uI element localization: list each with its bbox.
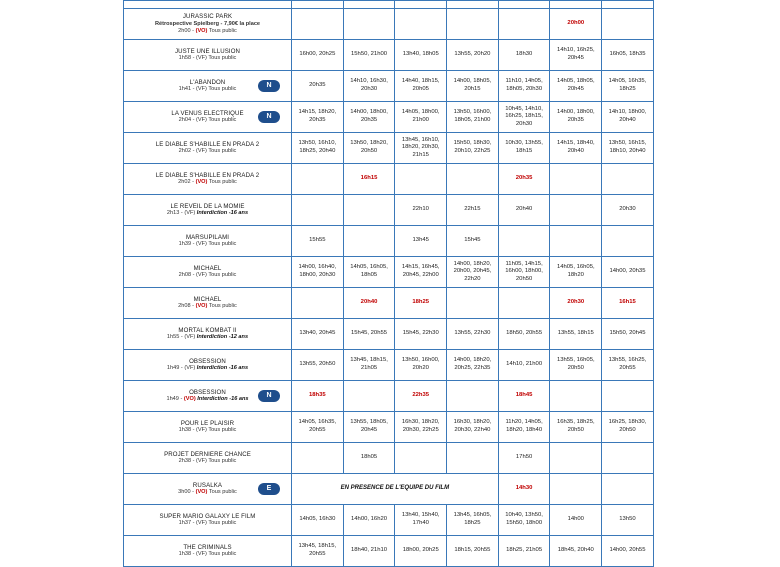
film-audience: Tous public	[206, 148, 237, 155]
showtime-cell	[550, 226, 602, 257]
showtime-cell: 14h05, 16h05, 18h20	[550, 257, 602, 288]
film-version: (VF)	[196, 55, 207, 62]
film-meta	[128, 272, 287, 279]
film-title: SUPER MARIO GALAXY LE FILM	[159, 512, 256, 520]
showtime-cell: 13h55, 20h50	[292, 350, 344, 381]
film-version: (VO)	[195, 489, 208, 496]
film-meta	[128, 520, 287, 527]
showtime-cell: 18h15, 20h55	[447, 536, 499, 567]
showtime-cell	[395, 443, 447, 474]
showtime-cell: 14h40, 18h15, 20h05	[395, 71, 447, 102]
showtime-cell: 18h05	[343, 443, 395, 474]
film-audience: Interdiction -16 ans	[195, 365, 249, 372]
film-duration: 2h08 -	[178, 272, 197, 279]
showtimes-table	[123, 0, 654, 567]
showtime-cell	[292, 195, 344, 226]
film-version: (VF)	[196, 427, 207, 434]
showtime-cell: 10h40, 13h50, 15h50, 18h00	[498, 505, 550, 536]
showtime-cell: 18h30	[498, 40, 550, 71]
film-cell	[124, 102, 292, 133]
showtime-cell	[602, 443, 654, 474]
showtime-cell	[343, 381, 395, 412]
showtime-cell: 16h35, 18h25, 20h50	[550, 412, 602, 443]
film-title: LA VENUS ELECTRIQUE	[171, 109, 244, 117]
showtime-cell: 16h00, 20h25	[292, 40, 344, 71]
showtime-cell: 14h00, 18h05, 20h15	[447, 71, 499, 102]
table-row	[124, 350, 654, 381]
table-row	[124, 71, 654, 102]
film-version: (VF)	[184, 334, 196, 341]
showtime-cell: 13h50	[602, 505, 654, 536]
film-cell	[124, 40, 292, 71]
showtime-cell: 13h50, 16h00, 20h20	[395, 350, 447, 381]
showtime-cell: 11h10, 14h05, 18h05, 20h30	[498, 71, 550, 102]
showtime-cell: 14h00, 18h00, 20h35	[550, 102, 602, 133]
film-title: MARSUPILAMI	[185, 233, 230, 241]
showtime-cell: 14h05, 16h35, 20h55	[292, 412, 344, 443]
film-audience: Tous public	[206, 551, 237, 558]
film-meta	[128, 148, 287, 155]
film-title: OBSESSION	[189, 388, 226, 396]
showtime-cell: 16h25, 18h30, 20h50	[602, 412, 654, 443]
film-title: THE CRIMINALS	[183, 543, 232, 551]
showtime-cell	[498, 9, 550, 40]
film-meta	[128, 210, 287, 217]
showtime-cell: 14h05, 16h30	[292, 505, 344, 536]
film-version: (VF)	[196, 520, 207, 527]
showtime-cell: 16h05, 18h35	[602, 40, 654, 71]
film-meta	[128, 55, 287, 62]
showtime-cell	[550, 164, 602, 195]
schedule-sheet	[123, 0, 653, 567]
showtime-cell: 14h10, 16h25, 20h45	[550, 40, 602, 71]
showtime-cell: 14h00, 16h40, 18h00, 20h30	[292, 257, 344, 288]
film-cell	[124, 164, 292, 195]
film-badge: N	[258, 111, 280, 123]
film-cell	[124, 257, 292, 288]
showtime-cell: 13h55, 18h15	[550, 319, 602, 350]
film-duration: 2h02 -	[178, 148, 197, 155]
film-cell	[124, 536, 292, 567]
showtime-cell: 16h30, 18h20, 20h30, 22h40	[447, 412, 499, 443]
film-badge: E	[258, 483, 280, 495]
showtime-cell: 15h45, 20h55	[343, 319, 395, 350]
film-audience: Tous public	[207, 489, 237, 496]
film-version: (VO)	[195, 179, 208, 186]
table-row	[124, 102, 654, 133]
showtime-cell: 15h45	[447, 226, 499, 257]
showtime-cell: 22h35	[395, 381, 447, 412]
showtime-cell: 20h40	[343, 288, 395, 319]
showtime-cell: 18h45, 20h40	[550, 536, 602, 567]
showtime-cell: 14h05, 16h05, 18h05	[343, 257, 395, 288]
film-meta	[128, 179, 287, 186]
film-version: (VF)	[196, 241, 207, 248]
film-duration: 1h55 -	[166, 334, 185, 341]
showtime-cell	[292, 9, 344, 40]
film-title: MORTAL KOMBAT II	[178, 326, 237, 334]
film-audience: Tous public	[207, 179, 237, 186]
showtime-cell: 15h50, 20h45	[602, 319, 654, 350]
showtime-cell	[602, 164, 654, 195]
showtime-cell: 20h30	[602, 195, 654, 226]
film-duration: 2h02 -	[178, 179, 196, 186]
film-meta	[128, 551, 287, 558]
film-version: (VF)	[196, 117, 207, 124]
film-cell	[124, 195, 292, 226]
event-note: EN PRESENCE DE L'EQUIPE DU FILM	[292, 474, 499, 505]
film-title: L'ABANDON	[189, 78, 226, 86]
film-meta	[128, 427, 287, 434]
table-row	[124, 9, 654, 40]
table-row	[124, 164, 654, 195]
film-meta	[128, 458, 287, 465]
showtime-cell: 14h00, 18h20, 20h00, 20h45, 22h20	[447, 257, 499, 288]
film-cell	[124, 381, 292, 412]
showtime-cell	[447, 288, 499, 319]
showtime-cell	[343, 195, 395, 226]
film-title: OBSESSION	[189, 357, 226, 365]
showtime-cell: 14h05, 16h35, 18h25	[602, 71, 654, 102]
film-cell	[124, 226, 292, 257]
film-audience: Tous public	[206, 520, 237, 527]
film-cell	[124, 350, 292, 381]
film-audience: Tous public	[207, 303, 237, 310]
film-duration: 1h39 -	[178, 241, 197, 248]
showtime-cell: 18h35	[292, 381, 344, 412]
film-title: MICHAEL	[193, 264, 222, 272]
showtime-cell	[550, 474, 602, 505]
showtime-cell: 14h30	[498, 474, 550, 505]
showtime-cell	[343, 226, 395, 257]
film-title: PROJET DERNIERE CHANCE	[164, 450, 251, 458]
film-duration: 3h00 -	[178, 489, 196, 496]
film-duration: 1h49 -	[166, 396, 184, 403]
film-badge: N	[258, 390, 280, 402]
showtime-cell	[550, 443, 602, 474]
film-version: (VO)	[195, 27, 208, 34]
film-audience: Interdiction -16 ans	[195, 396, 249, 403]
film-duration: 2h08 -	[178, 303, 196, 310]
showtime-cell: 13h50, 16h10, 18h25, 20h40	[292, 133, 344, 164]
film-title: JUSTE UNE ILLUSION	[174, 47, 241, 55]
film-title: LE DIABLE S'HABILLE EN PRADA 2	[155, 140, 260, 148]
film-version: (VO)	[183, 396, 196, 403]
film-audience: Tous public	[206, 427, 237, 434]
table-row	[124, 381, 654, 412]
film-version: (VF)	[196, 458, 207, 465]
film-badge: N	[258, 80, 280, 92]
showtime-cell: 13h50, 16h00, 18h05, 21h00	[447, 102, 499, 133]
film-meta	[128, 303, 287, 310]
film-duration: 2h38 -	[178, 458, 197, 465]
showtime-cell: 13h40, 20h45	[292, 319, 344, 350]
showtime-cell: 13h40, 18h05	[395, 40, 447, 71]
film-duration: 1h49 -	[166, 365, 185, 372]
showtime-cell	[550, 195, 602, 226]
showtime-cell: 18h25, 21h05	[498, 536, 550, 567]
showtime-cell: 13h55, 16h25, 20h55	[602, 350, 654, 381]
showtime-cell: 14h00, 18h20, 20h25, 22h35	[447, 350, 499, 381]
film-duration: 1h38 -	[178, 427, 197, 434]
showtime-cell	[395, 164, 447, 195]
film-cell	[124, 133, 292, 164]
table-row	[124, 257, 654, 288]
showtimes-body	[124, 1, 654, 567]
showtime-cell: 17h50	[498, 443, 550, 474]
showtime-cell: 14h10, 21h00	[498, 350, 550, 381]
showtime-cell: 15h50, 18h30, 20h10, 22h25	[447, 133, 499, 164]
showtime-cell: 13h50, 16h15, 18h10, 20h40	[602, 133, 654, 164]
film-version: (VO)	[195, 303, 208, 310]
table-row	[124, 195, 654, 226]
showtime-cell: 20h30	[550, 288, 602, 319]
film-cell	[124, 412, 292, 443]
film-meta	[128, 28, 287, 35]
film-cell	[124, 443, 292, 474]
film-cell	[124, 288, 292, 319]
showtime-cell: 13h45, 18h15, 20h55	[292, 536, 344, 567]
film-audience: Tous public	[206, 117, 237, 124]
showtime-cell	[550, 381, 602, 412]
showtime-cell: 16h15	[343, 164, 395, 195]
film-version: (VF)	[184, 365, 196, 372]
film-title: POUR LE PLAISIR	[180, 419, 235, 427]
showtime-cell	[292, 288, 344, 319]
film-duration: 1h41 -	[178, 86, 197, 93]
showtime-cell	[292, 443, 344, 474]
table-row	[124, 226, 654, 257]
film-audience: Tous public	[206, 458, 237, 465]
film-duration: 1h58 -	[178, 55, 197, 62]
film-subtitle: Rétrospective Spielberg - 7,90€ la place	[154, 20, 261, 27]
film-audience: Tous public	[207, 27, 237, 34]
showtime-cell: 10h45, 14h10, 16h25, 18h15, 20h30	[498, 102, 550, 133]
film-audience: Interdiction -16 ans	[195, 210, 249, 217]
film-title: LE REVEIL DE LA MOMIE	[170, 202, 245, 210]
film-meta	[128, 334, 287, 341]
showtime-cell: 14h00	[550, 505, 602, 536]
showtime-cell: 14h15, 16h45, 20h45, 22h00	[395, 257, 447, 288]
showtime-cell: 22h10	[395, 195, 447, 226]
showtime-cell: 20h40	[498, 195, 550, 226]
showtime-cell: 13h40, 15h40, 17h40	[395, 505, 447, 536]
film-duration: 2h04 -	[178, 117, 197, 124]
showtime-cell: 22h15	[447, 195, 499, 226]
film-meta	[128, 241, 287, 248]
showtime-cell: 14h00, 20h35	[602, 257, 654, 288]
showtime-cell	[447, 443, 499, 474]
showtime-cell: 20h35	[292, 71, 344, 102]
film-cell	[124, 9, 292, 40]
film-cell	[124, 474, 292, 505]
film-title: RUSALKA	[192, 481, 223, 489]
showtime-cell: 13h45, 16h05, 18h25	[447, 505, 499, 536]
showtime-cell	[602, 226, 654, 257]
film-audience: Tous public	[206, 241, 237, 248]
showtime-cell: 14h00, 20h55	[602, 536, 654, 567]
showtime-cell	[292, 164, 344, 195]
showtime-cell	[602, 474, 654, 505]
film-duration: 2h13 -	[166, 210, 185, 217]
table-row-cut	[124, 1, 654, 9]
film-cell	[124, 319, 292, 350]
showtime-cell: 14h00, 16h20	[343, 505, 395, 536]
showtime-cell	[447, 381, 499, 412]
showtime-cell: 18h40, 21h10	[343, 536, 395, 567]
showtime-cell: 11h05, 14h15, 16h00, 18h00, 20h50	[498, 257, 550, 288]
showtime-cell: 13h55, 16h05, 20h50	[550, 350, 602, 381]
showtime-cell: 10h30, 13h55, 18h15	[498, 133, 550, 164]
showtime-cell: 16h30, 18h20, 20h30, 22h25	[395, 412, 447, 443]
showtime-cell	[602, 381, 654, 412]
showtime-cell: 11h20, 14h05, 18h20, 18h40	[498, 412, 550, 443]
showtime-cell: 14h15, 18h20, 20h35	[292, 102, 344, 133]
showtime-cell: 13h55, 18h05, 20h45	[343, 412, 395, 443]
showtime-cell: 14h10, 18h00, 20h40	[602, 102, 654, 133]
table-row	[124, 412, 654, 443]
showtime-cell: 18h50, 20h55	[498, 319, 550, 350]
table-row	[124, 536, 654, 567]
showtime-cell: 13h55, 20h20	[447, 40, 499, 71]
showtime-cell	[395, 9, 447, 40]
showtime-cell: 16h15	[602, 288, 654, 319]
showtime-cell	[447, 164, 499, 195]
showtime-cell: 15h50, 21h00	[343, 40, 395, 71]
showtime-cell	[447, 9, 499, 40]
table-row	[124, 319, 654, 350]
showtime-cell: 15h45, 22h30	[395, 319, 447, 350]
film-cell	[124, 505, 292, 536]
showtime-cell: 14h00, 18h00, 20h35	[343, 102, 395, 133]
film-audience: Tous public	[206, 55, 237, 62]
showtime-cell	[498, 226, 550, 257]
film-version: (VF)	[184, 210, 196, 217]
film-meta	[128, 365, 287, 372]
showtime-cell: 18h45	[498, 381, 550, 412]
table-row	[124, 505, 654, 536]
table-row	[124, 133, 654, 164]
film-cell	[124, 71, 292, 102]
showtime-cell: 13h50, 18h20, 20h50	[343, 133, 395, 164]
showtime-cell: 13h45, 16h10, 18h20, 20h30, 21h15	[395, 133, 447, 164]
table-row	[124, 474, 654, 505]
showtime-cell: 18h00, 20h25	[395, 536, 447, 567]
showtime-cell: 13h45	[395, 226, 447, 257]
showtime-cell: 20h00	[550, 9, 602, 40]
table-row	[124, 40, 654, 71]
showtime-cell	[343, 9, 395, 40]
showtime-cell: 15h55	[292, 226, 344, 257]
film-title: MICHAEL	[193, 295, 222, 303]
film-version: (VF)	[196, 272, 207, 279]
film-audience: Interdiction -12 ans	[195, 334, 249, 341]
showtime-cell: 14h05, 18h00, 21h00	[395, 102, 447, 133]
showtime-cell	[498, 288, 550, 319]
showtime-cell: 18h25	[395, 288, 447, 319]
table-row	[124, 288, 654, 319]
showtime-cell: 13h45, 18h15, 21h05	[343, 350, 395, 381]
film-duration: 2h00 -	[178, 27, 196, 34]
film-duration: 1h37 -	[178, 520, 197, 527]
showtime-cell: 13h55, 22h30	[447, 319, 499, 350]
film-version: (VF)	[196, 86, 207, 93]
showtime-cell	[602, 9, 654, 40]
showtime-cell: 14h10, 16h30, 20h30	[343, 71, 395, 102]
showtime-cell: 20h35	[498, 164, 550, 195]
film-audience: Tous public	[206, 86, 237, 93]
film-duration: 1h38 -	[178, 551, 197, 558]
film-audience: Tous public	[206, 272, 237, 279]
film-version: (VF)	[196, 551, 207, 558]
table-row	[124, 443, 654, 474]
film-version: (VF)	[196, 148, 207, 155]
film-title: JURASSIC PARK	[182, 12, 233, 20]
film-title: LE DIABLE S'HABILLE EN PRADA 2	[155, 171, 260, 179]
showtime-cell: 14h05, 18h05, 20h45	[550, 71, 602, 102]
showtime-cell: 14h15, 18h40, 20h40	[550, 133, 602, 164]
